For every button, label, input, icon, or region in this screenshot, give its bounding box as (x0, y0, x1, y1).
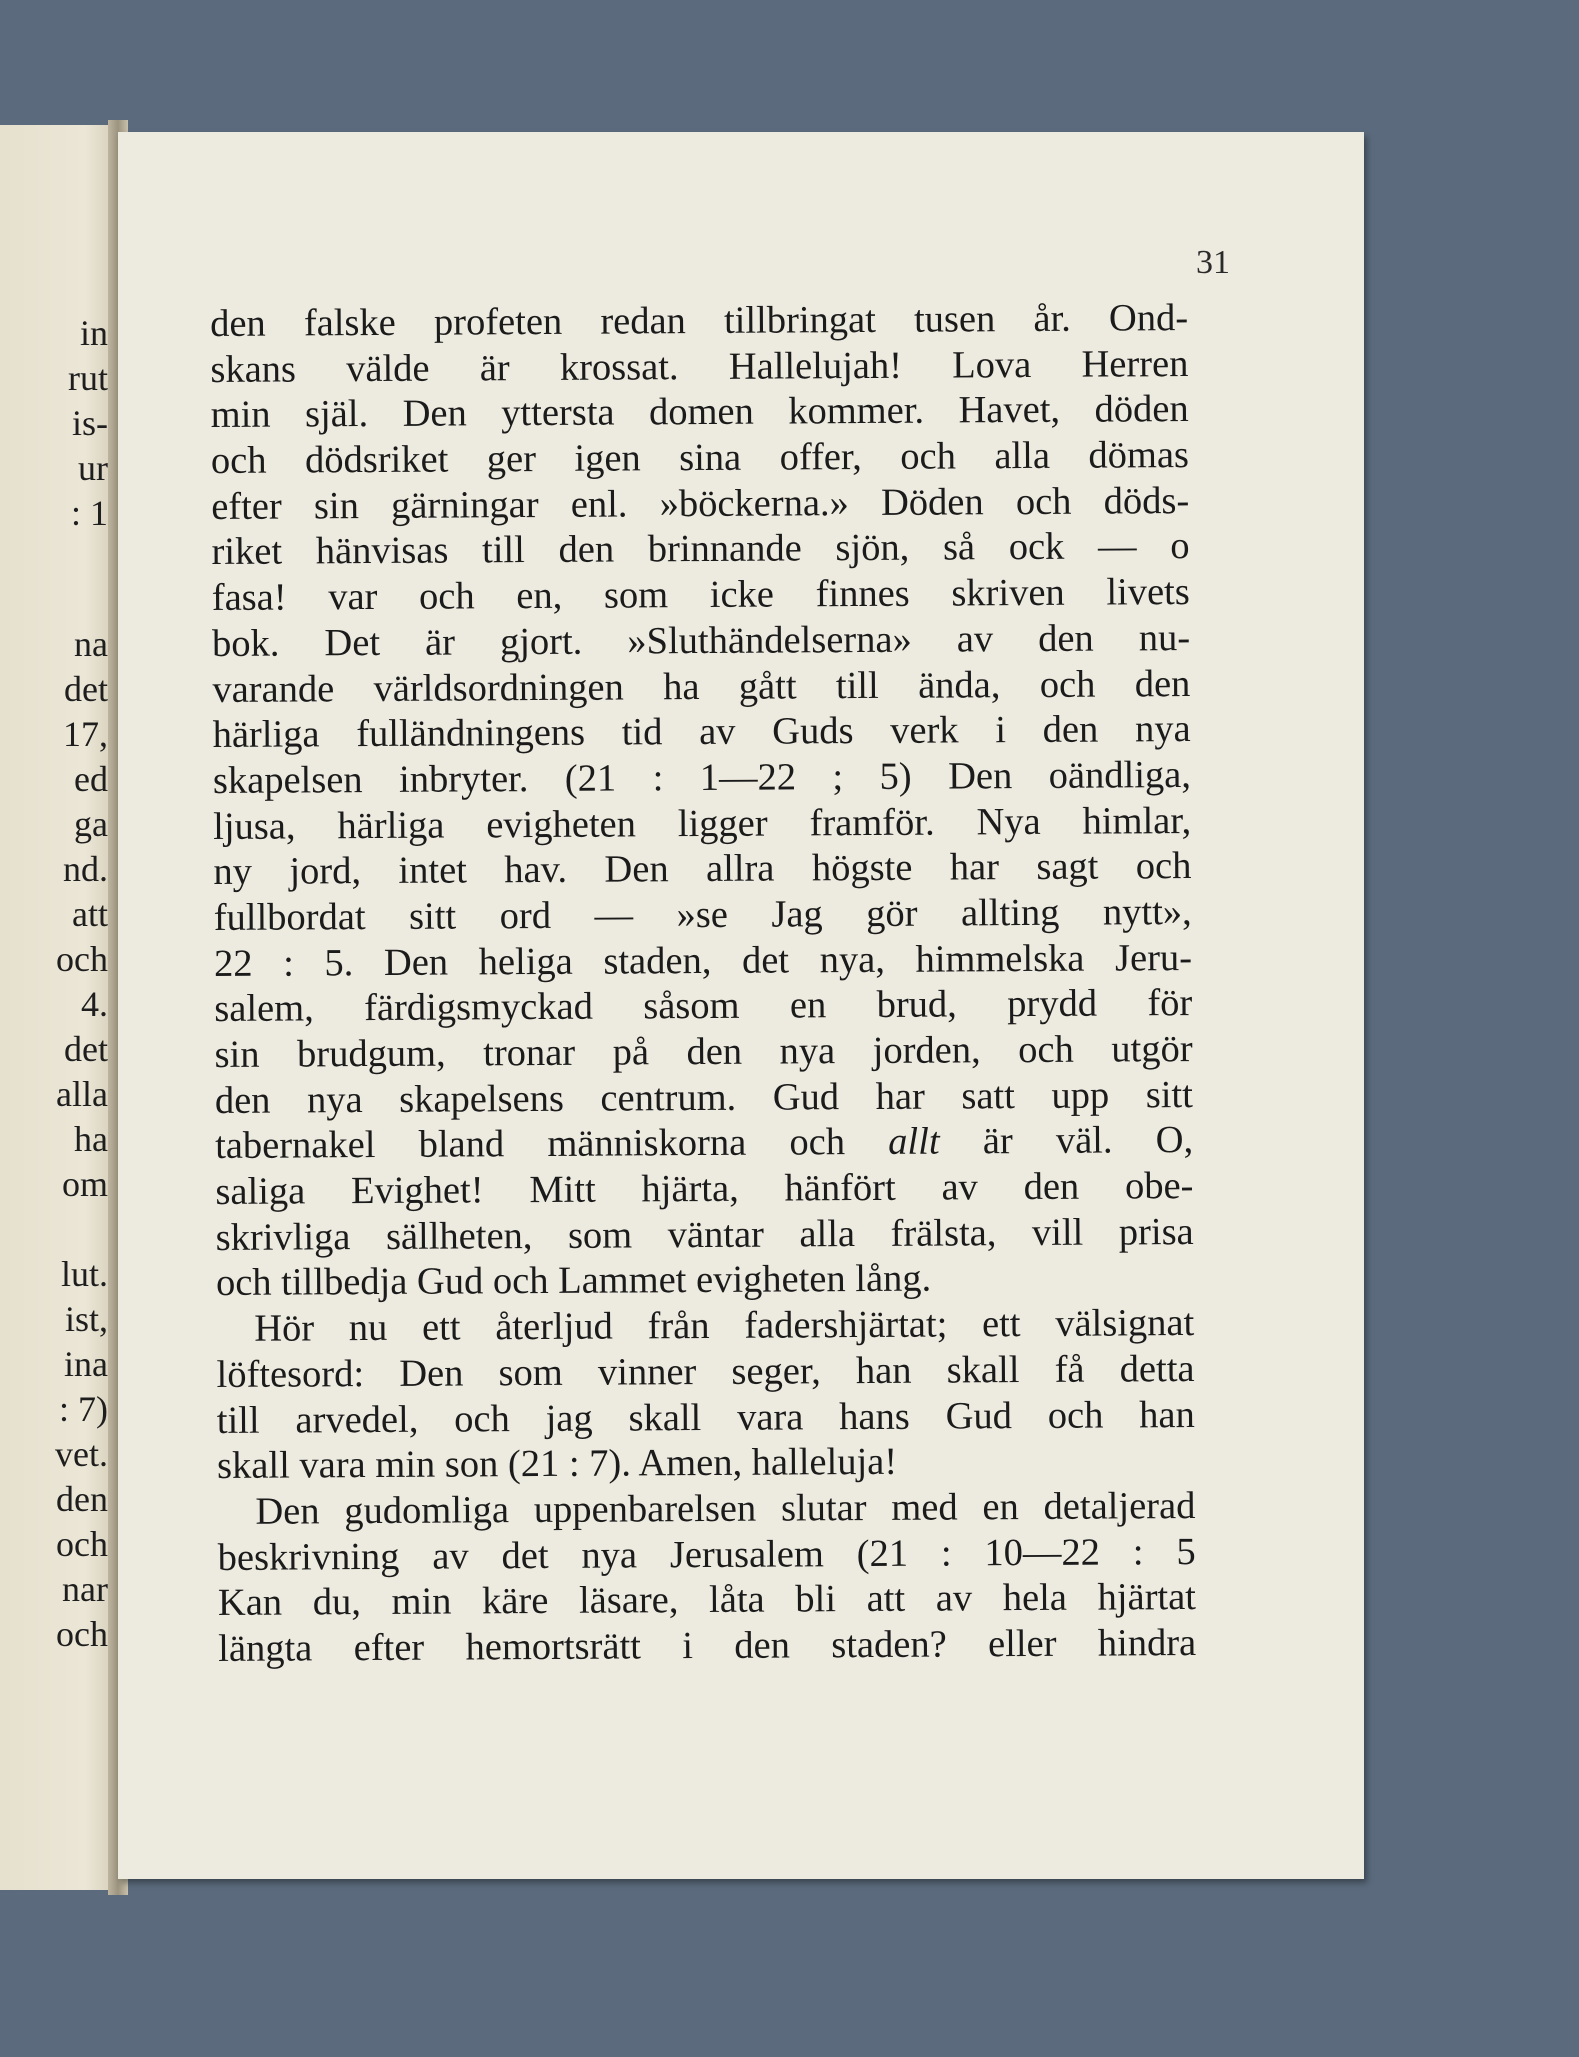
text-line: härliga fulländningens tid av Guds verk i den nya (212, 708, 1191, 757)
text-line: och dödsriket ger igen sina offer, och alla dömas (210, 434, 1190, 483)
text-line: sin brudgum, tronar på den nya jorden, och utgör (214, 1028, 1193, 1076)
text-line: ny jord, intet hav. Den allra högste har sagt och (213, 845, 1192, 894)
text-line: Kan du, min käre läsare, låta bli att av hela hjärtat (217, 1576, 1197, 1625)
left-fragment: och (56, 1524, 108, 1564)
left-fragment: 17, (63, 714, 108, 754)
text-line: fasa! var och en, som icke finnes skriven livets (211, 571, 1190, 620)
left-fragment: om (61, 1164, 108, 1204)
text-line: Hör nu ett återljud från fadershjärtat; ett välsignat (254, 1302, 1195, 1350)
left-fragment: det (64, 1029, 108, 1069)
text-segment: är väl. O, (982, 1119, 1194, 1163)
left-fragment: lut. (60, 1254, 108, 1294)
left-fragment: det (64, 669, 108, 709)
text-line: beskrivning av det nya Jerusalem (21 : 10—22 : 5 (217, 1530, 1196, 1579)
left-page-edge (0, 125, 122, 1890)
left-fragment: ha (74, 1119, 108, 1159)
left-fragment: : 7) (59, 1389, 108, 1429)
left-fragment: och (56, 1614, 108, 1654)
text-line: 22 : 5. Den heliga staden, det nya, himmelska Jeru- (213, 936, 1193, 985)
text-line: den nya skapelsens centrum. Gud har satt upp sitt (214, 1073, 1193, 1122)
text-line: till arvedel, och jag skall vara hans Gud och han (216, 1393, 1195, 1442)
text-line: bok. Det är gjort. »Sluthändelserna» av den nu- (211, 616, 1191, 665)
text-line: den falske profeten redan tillbringat tusen år. Ond- (210, 297, 1189, 345)
text-line: saliga Evighet! Mitt hjärta, hänfört av den obe- (215, 1165, 1194, 1214)
left-fragment: : 1 (70, 493, 108, 533)
left-fragment: alla (56, 1074, 108, 1114)
text-line: Den gudomliga uppenbarelsen slutar med en detaljerad (255, 1484, 1196, 1533)
page-number: 31 (1196, 244, 1230, 281)
text-segment: tabernakel bland människorna och (215, 1121, 846, 1168)
left-fragment: rut (68, 358, 108, 398)
text-line: riket hänvisas till den brinnande sjön, så ock — o (211, 525, 1190, 574)
text-line: ljusa, härliga evigheten ligger framför. Nya himlar, (213, 799, 1192, 848)
text-line: salem, färdigsmyckad såsom en brud, prydd för (214, 982, 1193, 1031)
text-line: fullbordat sitt ord — »se Jag gör allting nytt», (213, 890, 1192, 939)
left-fragment: att (72, 894, 108, 934)
left-fragment: na (74, 624, 108, 664)
text-line: löftesord: Den som vinner seger, han skall få detta (216, 1347, 1195, 1396)
body-text (210, 296, 1196, 1673)
left-fragment: is- (72, 403, 108, 443)
text-line: min själ. Den yttersta domen kommer. Havet, döden (210, 388, 1189, 437)
emphasized-word: allt (888, 1120, 940, 1164)
left-fragment: ed (74, 759, 108, 799)
text-line: och tillbedja Gud och Lammet evigheten lång. (215, 1258, 932, 1305)
left-fragment: in (79, 313, 108, 353)
left-fragment: vet. (55, 1434, 108, 1474)
left-fragment: nar (62, 1569, 108, 1609)
text-line: längta efter hemortsrätt i den staden? eller hindra (218, 1621, 1197, 1670)
left-fragment: ist, (64, 1299, 108, 1339)
text-line: varande världsordningen ha gått till ända, och den (212, 662, 1191, 711)
left-fragment: och (56, 939, 108, 979)
text-line: skrivliga sällheten, som väntar alla frälsta, vill prisa (215, 1210, 1194, 1259)
left-fragment: nd. (63, 849, 108, 889)
left-fragment: 4. (81, 984, 108, 1024)
left-fragment: ur (78, 448, 108, 488)
left-fragment: ina (64, 1344, 108, 1384)
right-page (118, 132, 1364, 1879)
left-fragment: den (56, 1479, 108, 1519)
text-line: skans välde är krossat. Hallelujah! Lova Herren (210, 342, 1189, 391)
text-line: skall vara min son (21 : 7). Amen, halleluja! (216, 1441, 898, 1488)
text-line: efter sin gärningar enl. »böckerna.» Döden och döds- (211, 479, 1190, 528)
left-fragment: ga (74, 804, 108, 844)
text-line (215, 1118, 1193, 1170)
text-line: skapelsen inbryter. (21 : 1—22 ; 5) Den oändliga, (212, 753, 1192, 802)
